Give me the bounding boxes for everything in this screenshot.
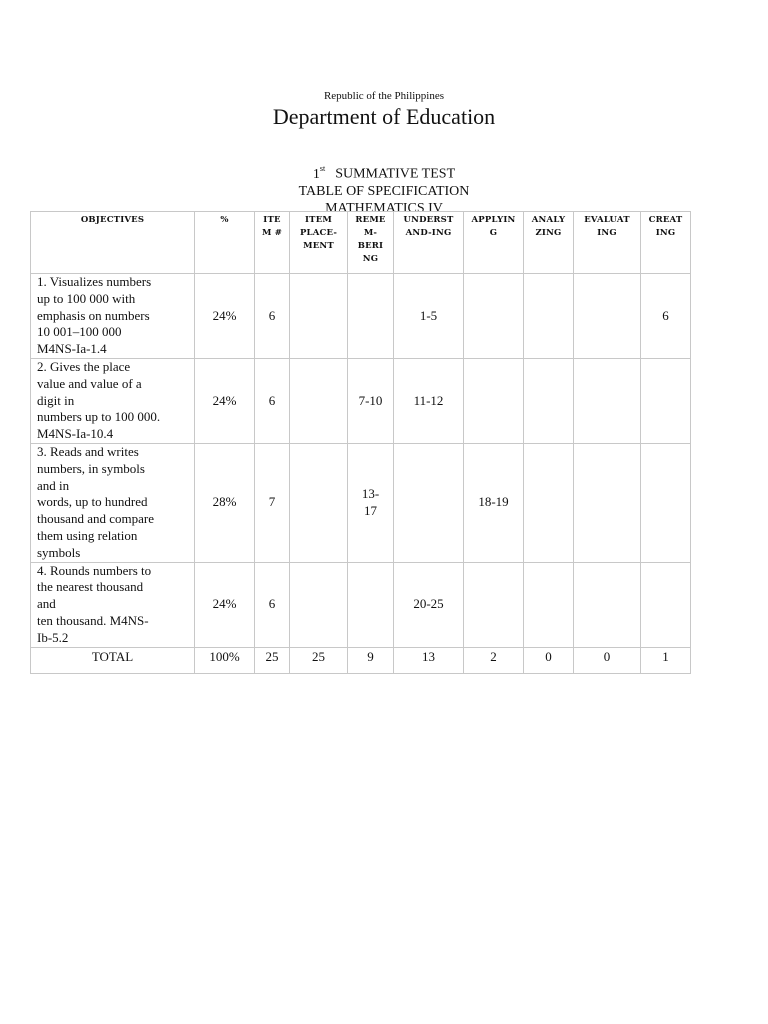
remembering-value: 13- — [361, 485, 380, 501]
objective-line: M4NS-Ia-1.4 — [37, 341, 107, 357]
header-line: EVALUAT — [584, 215, 630, 225]
objective-line: emphasis on numbers — [37, 307, 150, 323]
objective-line: numbers, in symbols — [37, 460, 145, 476]
objective-line: thousand and compare — [37, 511, 154, 527]
header-line: BERI — [357, 241, 384, 251]
total-percent: 100% — [195, 647, 255, 673]
header-line: APPLYIN — [471, 215, 516, 225]
objective-line: and in — [37, 477, 70, 493]
objective-cell — [31, 443, 195, 562]
creating-cell: 6 — [641, 274, 691, 359]
header-applying — [464, 212, 524, 274]
items-cell: 6 — [255, 274, 290, 359]
test-title-block — [0, 161, 768, 217]
total-understanding: 13 — [394, 647, 464, 673]
evaluating-cell — [574, 274, 641, 359]
total-row — [31, 647, 691, 673]
total-creating: 1 — [641, 647, 691, 673]
objective-cell — [31, 358, 195, 443]
header-line: G — [489, 228, 498, 238]
remembering-cell — [348, 562, 394, 647]
total-label: TOTAL — [31, 647, 195, 673]
applying-cell — [464, 562, 524, 647]
items-cell: 7 — [255, 443, 290, 562]
header-understanding — [394, 212, 464, 274]
objective-line: and — [37, 596, 56, 612]
header-line: ZING — [535, 228, 562, 238]
total-applying: 2 — [464, 647, 524, 673]
placement-cell — [290, 443, 348, 562]
summative-test-line — [0, 161, 768, 183]
ordinal-number: 1 — [312, 166, 320, 182]
objective-line: symbols — [37, 544, 81, 560]
creating-cell — [641, 443, 691, 562]
header-remembering — [348, 212, 394, 274]
republic-line: Republic of the Philippines — [323, 90, 445, 102]
subject-line: MATHEMATICS IV — [325, 200, 443, 216]
header-line: ING — [655, 228, 676, 238]
applying-cell — [464, 358, 524, 443]
objective-cell — [31, 562, 195, 647]
remembering-value: 7-10 — [358, 392, 383, 408]
header-line: ITEM — [305, 215, 332, 225]
remembering-value: 17 — [364, 502, 377, 518]
applying-cell — [464, 274, 524, 359]
header-line: ITE — [263, 215, 281, 225]
items-cell: 6 — [255, 358, 290, 443]
remembering-cell — [348, 358, 394, 443]
header-item-number — [255, 212, 290, 274]
table-row — [31, 443, 691, 562]
creating-cell — [641, 562, 691, 647]
header-percent — [195, 212, 255, 274]
objective-line: 2. Gives the place — [37, 358, 131, 374]
header-item-placement — [290, 212, 348, 274]
table-row — [31, 274, 691, 359]
objective-line: numbers up to 100 000. — [37, 409, 161, 425]
objective-line: digit in — [37, 392, 75, 408]
header-line: MENT — [303, 241, 334, 251]
items-cell: 6 — [255, 562, 290, 647]
header-evaluating — [574, 212, 641, 274]
header-line: REME — [355, 215, 386, 225]
objective-line: Ib-5.2 — [37, 629, 69, 645]
ordinal — [312, 164, 326, 182]
understanding-cell: 11-12 — [394, 358, 464, 443]
understanding-cell: 1-5 — [394, 274, 464, 359]
header-line: M- — [363, 228, 378, 238]
understanding-cell — [394, 443, 464, 562]
header-line: AND-ING — [405, 228, 452, 238]
header-line: M # — [261, 228, 283, 238]
percent-cell: 24% — [195, 274, 255, 359]
analyzing-cell — [524, 274, 574, 359]
total-placement: 25 — [290, 647, 348, 673]
evaluating-cell — [574, 562, 641, 647]
objective-line: ten thousand. M4NS- — [37, 612, 149, 628]
remembering-cell — [348, 443, 394, 562]
header-line: ING — [597, 228, 617, 238]
test-name: SUMMATIVE TEST — [335, 166, 456, 182]
table-header-row — [31, 212, 691, 274]
analyzing-cell — [524, 443, 574, 562]
remembering-cell — [348, 274, 394, 359]
percent-cell: 24% — [195, 358, 255, 443]
objective-line: 1. Visualizes numbers — [37, 274, 152, 289]
total-analyzing: 0 — [524, 647, 574, 673]
header-line: % — [220, 215, 229, 225]
percent-cell: 28% — [195, 443, 255, 562]
placement-cell — [290, 562, 348, 647]
specification-table — [30, 211, 691, 674]
objective-line: M4NS-Ia-10.4 — [37, 426, 114, 442]
table-subtitle: TABLE OF SPECIFICATION — [298, 183, 470, 199]
header-line: ANALY — [531, 215, 566, 225]
total-items: 25 — [255, 647, 290, 673]
header-line: OBJECTIVES — [80, 215, 145, 225]
analyzing-cell — [524, 358, 574, 443]
objective-line: up to 100 000 with — [37, 290, 136, 306]
placement-cell — [290, 274, 348, 359]
understanding-cell: 20-25 — [394, 562, 464, 647]
objective-line: 10 001–100 000 — [37, 324, 122, 340]
evaluating-cell — [574, 443, 641, 562]
total-remembering: 9 — [348, 647, 394, 673]
placement-cell — [290, 358, 348, 443]
header-analyzing — [524, 212, 574, 274]
header-line: CREAT — [648, 215, 683, 225]
department-title: Department of Education — [272, 104, 496, 129]
header-line: UNDERST — [403, 215, 454, 225]
header-line: NG — [362, 254, 379, 264]
objective-cell — [31, 274, 195, 359]
objective-line: them using relation — [37, 527, 138, 543]
table-row — [31, 358, 691, 443]
percent-cell: 24% — [195, 562, 255, 647]
ordinal-suffix: st — [319, 164, 326, 173]
total-evaluating: 0 — [574, 647, 641, 673]
table-row — [31, 562, 691, 647]
objective-line: 4. Rounds numbers to — [37, 562, 152, 578]
objective-line: words, up to hundred — [37, 494, 148, 510]
header-objectives — [31, 212, 195, 274]
evaluating-cell — [574, 358, 641, 443]
analyzing-cell — [524, 562, 574, 647]
objective-line: value and value of a — [37, 375, 142, 391]
header-creating — [641, 212, 691, 274]
objective-line: 3. Reads and writes — [37, 443, 139, 459]
objective-line: the nearest thousand — [37, 579, 144, 595]
header-line: PLACE- — [299, 228, 338, 238]
applying-cell: 18-19 — [464, 443, 524, 562]
creating-cell — [641, 358, 691, 443]
